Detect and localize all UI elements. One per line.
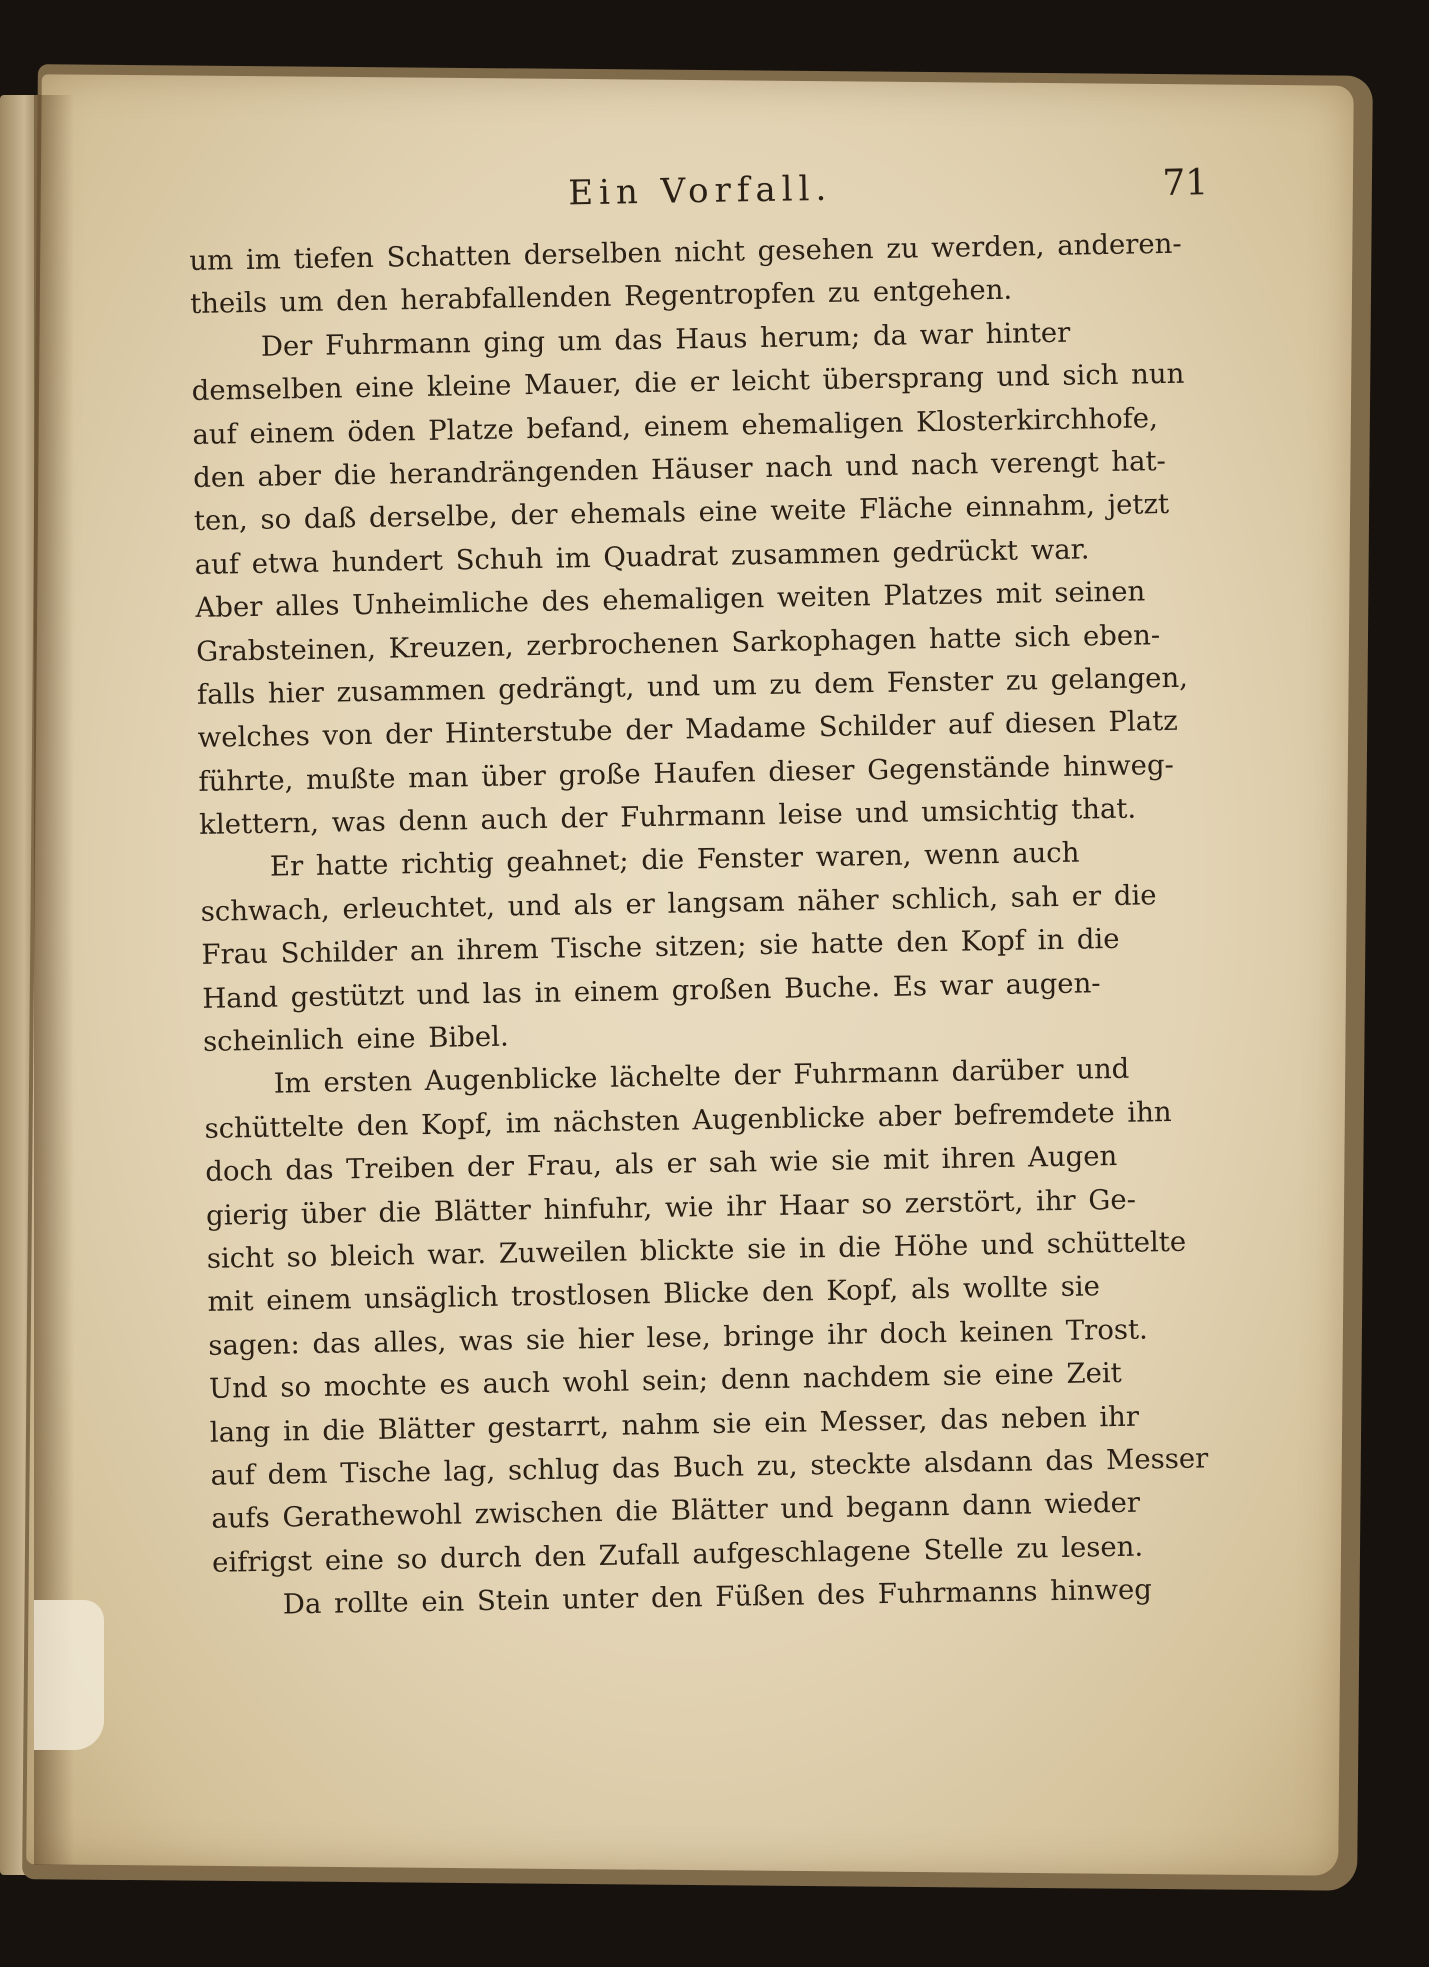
text-line: demselben eine kleine Mauer, die er leicht übersprang und sich nun [191,357,1185,408]
text-line: welches von der Hinterstube der Madame Schilder auf diesen Platz [197,705,1178,755]
text-line: eifrigst eine so durch den Zufall aufgeschlagene Stelle zu lesen. [211,1530,1144,1579]
text-line: aufs Gerathewohl zwischen die Blätter und begann dann wieder [211,1486,1141,1536]
torn-paper-patch [34,1600,104,1750]
text-line: führte, mußte man über große Haufen dieser Gegenstände hinweg- [198,748,1175,798]
text-line: auf dem Tische lag, schlug das Buch zu, steckte alsdann das Messer [210,1442,1209,1492]
text-line: ten, so daß derselbe, der ehemals eine weite Fläche einnahm, jetzt [193,488,1170,538]
text-line: mit einem unsäglich trostlosen Blicke den Kopf, als wollte sie [207,1270,1101,1319]
text-line: schüttelte den Kopf, im nächsten Augenblicke aber befremdete ihn [204,1095,1172,1145]
text-line: Frau Schilder an ihrem Tische sitzen; sie hatte den Kopf in die [201,923,1120,972]
running-title: Ein Vorfall. [567,168,833,214]
page-number: 71 [1162,162,1209,204]
text-line: um im tiefen Schatten derselben nicht gesehen zu werden, anderen- [189,227,1182,277]
text-line: auf einem öden Platze befand, einem ehemaligen Klosterkirchhofe, [192,401,1159,451]
page-text-block [188,162,1253,1628]
text-line: Er hatte richtig geahnet; die Fenster waren, wenn auch [269,837,1080,884]
text-line: Im ersten Augenblicke lächelte der Fuhrmann darüber und [273,1053,1130,1101]
text-line: klettern, was denn auch der Fuhrmann leise und umsichtig that. [198,792,1137,841]
text-line: den aber die herandrängenden Häuser nach und nach verengt hat- [192,444,1167,494]
text-line: Der Fuhrmann ging um das Haus herum; da war hinter [260,316,1071,363]
text-line: schwach, erleuchtet, und als er langsam näher schlich, sah er die [200,879,1157,928]
text-line: Grabsteinen, Kreuzen, zerbrochenen Sarkophagen hatte sich eben- [195,618,1161,668]
text-line: Da rollte ein Stein unter den Füßen des Fuhrmanns hinweg [282,1573,1153,1621]
text-line: sagen: das alles, was sie hier lese, bringe ihr doch keinen Trost. [208,1313,1149,1362]
text-line: sicht so bleich war. Zuweilen blickte sie in die Höhe und schüttelte [206,1225,1187,1275]
text-line: gierig über die Blätter hinfuhr, wie ihr Haar so zerstört, ihr Ge- [205,1183,1137,1232]
text-line: Und so mochte es auch wohl sein; denn nachdem sie eine Zeit [208,1357,1122,1405]
text-line: scheinlich eine Bibel. [202,1020,509,1058]
body-text [189,222,1253,1628]
text-line: lang in die Blätter gestarrt, nahm sie ein Messer, das neben ihr [209,1400,1140,1449]
text-line: Hand gestützt und las in einem großen Buche. Es war augen- [202,966,1101,1015]
text-line: Aber alles Unheimliche des ehemaligen weiten Platzes mit seinen [195,575,1146,625]
text-line: theils um den herabfallenden Regentropfen zu entgehen. [189,274,1013,321]
text-line: doch das Treiben der Frau, als er sah wie sie mit ihren Augen [205,1140,1118,1189]
text-line: auf etwa hundert Schuh im Quadrat zusammen gedrückt war. [194,533,1090,581]
text-line: falls hier zusammen gedrängt, und um zu dem Fenster zu gelangen, [196,661,1189,711]
